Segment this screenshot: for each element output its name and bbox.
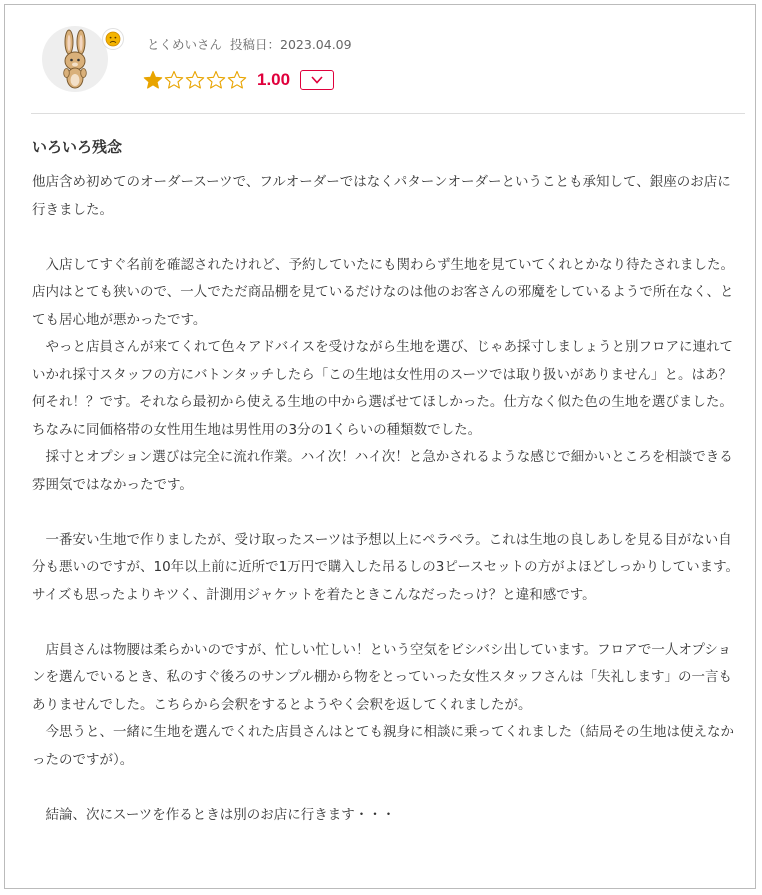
paragraph-spacer: [32, 774, 742, 802]
star-rating: [143, 70, 248, 90]
star-filled-icon: [143, 70, 163, 90]
star-empty-icon: [206, 70, 226, 90]
star-empty-icon: [185, 70, 205, 90]
review-paragraph: 結論、次にスーツを作るときは別のお店に行きます・・・: [32, 806, 396, 823]
review-paragraph: 入店してすぐ名前を確認されたけれど、予約していたにも関わらず生地を見ていてくれとかなり待たされました。店内はとても狭いので、一人でただ商品棚を見ているだけなのは他のお客さんの邪魔をしているようで所在なく、とても居心地が悪かったです。: [32, 256, 734, 328]
review-paragraph: 他店含め初めてのオーダースーツで、フルオーダーではなくパターンオーダーということも承知して、銀座のお店に行きました。: [32, 174, 731, 218]
reviewer-avatar: [42, 26, 108, 92]
review-paragraph: 一番安い生地で作りましたが、受け取ったスーツは予想以上にペラペラ。これは生地の良しあしを見る目がない自分も悪いのですが、10年以上前に近所で1万円で購入した吊るしの3ピースセットの方がよほどしっかりしています。サイズも思ったよりキツく、計測用ジャケットを着たときこんなだったっけ？と違和感です。: [32, 531, 740, 603]
review-paragraph: 採寸とオプション選びは完全に流れ作業。ハイ次！ハイ次！と急かされるような感じで細かいところを相談できる雰囲気ではなかったです。: [32, 449, 733, 493]
star-empty-icon: [164, 70, 184, 90]
header-divider: [31, 113, 745, 114]
chevron-down-icon: [310, 75, 324, 85]
review-title: いろいろ残念: [32, 138, 123, 156]
post-date: 投稿日：2023.04.09: [230, 37, 352, 52]
review-card: [4, 4, 756, 889]
star-empty-icon: [227, 70, 247, 90]
review-body: [32, 169, 742, 829]
paragraph-spacer: [32, 609, 742, 637]
rating-row: [143, 68, 334, 92]
paragraph-spacer: [32, 224, 742, 252]
paragraph-spacer: [32, 499, 742, 527]
reviewer-meta: [147, 35, 352, 53]
rating-detail-toggle-button[interactable]: [300, 70, 334, 90]
reviewer-name: とくめいさん: [147, 37, 223, 52]
rating-score: 1.00: [257, 70, 291, 89]
review-paragraph: 店員さんは物腰は柔らかいのですが、忙しい忙しい！という空気をビシバシ出しています。フロアで一人オプションを選んでいるとき、私のすぐ後ろのサンプル棚から物をとっていった女性スタッフさんは「失礼します」の一言もありませんでした。こちらから会釈をするとようやく会釈を返してくれましたが。: [32, 641, 732, 713]
mood-badge: [102, 28, 124, 50]
review-paragraph: やっと店員さんが来てくれて色々アドバイスを受けながら生地を選び、じゃあ採寸しましょうと別フロアに連れていかれ採寸スタッフの方にバトンタッチしたら「この生地は女性用のスーツでは取り扱いがありません」と。はあ？何それ！？です。それなら最初から使える生地の中から選ばせてほしかった。仕方なく似た色の生地を選びました。ちなみに同価格帯の女性用生地は男性用の3分の1くらいの種類数でした。: [32, 339, 734, 438]
review-paragraph: 今思うと、一緒に生地を選んでくれた店員さんはとても親身に相談に乗ってくれました（結局その生地は使えなかったのですが）。: [32, 724, 734, 768]
rabbit-icon: [42, 26, 108, 92]
sad-face-icon: [105, 31, 121, 47]
